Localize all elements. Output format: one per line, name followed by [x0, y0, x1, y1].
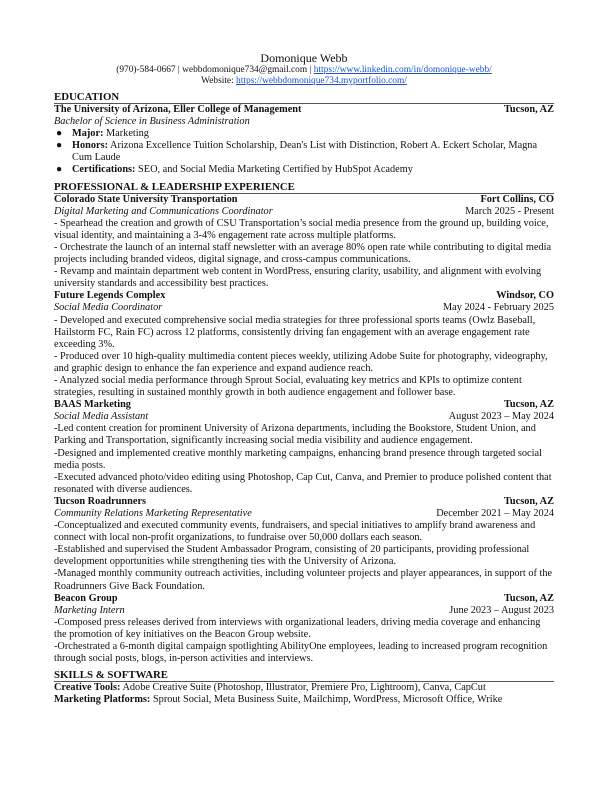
education-school-row: [54, 104, 554, 116]
job-bullet: -Conceptualized and executed community events, fundraisers, and special initiatives to amplify brand awareness and connect with local non-profit organizations, to fundraise over 50,000 dollars each season.: [54, 520, 536, 544]
job-bullet: - Produced over 10 high-quality multimedia content pieces weekly, utilizing Adobe Suite for photography, videography, and graphic design to enhance the fan experience and expand audience reach.: [54, 350, 548, 374]
job-bullet: - Spearhead the creation and growth of CSU Transportation’s social media presence from the ground up, building voice, visual identity, and maintaining a 3-4% engagement rate across multiple platforms.: [54, 217, 549, 241]
skills-heading: SKILLS & SOFTWARE: [54, 669, 554, 682]
job-title: Community Relations Marketing Representative: [54, 508, 252, 519]
list-item: ● Major: Marketing: [56, 128, 149, 140]
job-bullet: -Executed advanced photo/video editing using Photoshop, Cap Cut, Canva, and Premier to produce polished content that resonated with diverse audiences.: [54, 471, 552, 495]
job-bullet: -Composed press releases derived from interviews with organizational leaders, driving media coverage and enhancing the promotion of key initiatives on the Beacon Group website.: [54, 616, 541, 640]
job-entry-future-legends: [54, 290, 554, 399]
bullet-icon: ●: [56, 164, 63, 176]
job-bullet: -Designed and implemented creative monthly marketing campaigns, enhancing brand presence through targeted social media posts.: [54, 447, 542, 471]
job-org: Colorado State University Transportation: [54, 193, 238, 205]
school-location: Tucson, AZ: [504, 104, 554, 115]
job-bullet: - Orchestrate the launch of an internal staff newsletter with an average 80% open rate while contributing to digital media projects including branded videos, digital signage, and cross-campus communications.: [54, 241, 552, 266]
job-location: Tucson, AZ: [504, 592, 554, 604]
resume-page: [54, 51, 554, 706]
job-entry-csu: [54, 194, 554, 291]
job-bullet: - Analyzed social media performance through Sprout Social, evaluating key metrics and KPIs to optimize content strategies, resulting in sustained monthly growth in both audience engagement and follower base.: [54, 374, 522, 399]
job-location: Tucson, AZ: [504, 495, 554, 507]
website-line: [54, 76, 554, 87]
phone-email: (970)-584-0667 | webbdomonique734@gmail.com |: [116, 65, 314, 75]
job-bullet: - Developed and executed comprehensive social media strategies for three professional sports teams (Owlz Baseball, Hailstorm FC, Rain FC) across 12 platforms, consistently driving fan engagement with an average engagement rate exceeding 3%.: [54, 314, 536, 350]
job-location: Fort Collins, CO: [480, 193, 554, 205]
skills-block: [54, 682, 554, 706]
job-dates: August 2023 – May 2024: [448, 411, 554, 423]
experience-heading: PROFESSIONAL & LEADERSHIP EXPERIENCE: [54, 181, 554, 194]
job-dates: March 2025 - Present: [465, 205, 554, 217]
job-dates: December 2021 – May 2024: [436, 508, 554, 519]
job-bullet: -Established and supervised the Student Ambassador Program, consisting of 20 participants, providing professional development opportunities while strengthening ties with the University of Arizona.: [54, 544, 530, 568]
list-item: ● Honors: Arizona Excellence Tuition Scholarship, Dean's List with Distinction, Robert A. Eckert Scholar, Magna Cum Laude: [56, 140, 538, 164]
list-item: ● Certifications: SEO, and Social Media Marketing Certified by HubSpot Academy: [56, 164, 413, 176]
job-dates: June 2023 – August 2023: [449, 604, 554, 616]
contact-line: [54, 65, 554, 76]
job-bullet: - Revamp and maintain department web content in WordPress, ensuring clarity, usability, and alignment with evolving university standards and accessibility best practices.: [54, 266, 542, 290]
education-bullets: [54, 128, 554, 176]
job-bullet: -Orchestrated a 6-month digital campaign spotlighting AbilityOne employees, leading to increased program recognition through social posts, blogs, in-person activities and interviews.: [54, 641, 548, 665]
job-bullet: -Managed monthly community outreach activities, including volunteer projects and player appearances, in support of the Roadrunners Give Back Foundation.: [54, 568, 553, 592]
degree: Bachelor of Science in Business Administration: [54, 116, 250, 128]
job-entry-baas: [54, 399, 554, 496]
job-org: Tucson Roadrunners: [54, 495, 147, 507]
job-entry-beacon: [54, 593, 554, 666]
job-bullet: -Led content creation for prominent University of Arizona departments, including the Bookstore, Student Union, and Parking and Transportation, significantly increasing social media visibility and audience engagement.: [54, 423, 536, 447]
job-org: Future Legends Complex: [54, 290, 166, 302]
job-dates: May 2024 - February 2025: [443, 302, 554, 314]
job-title: Social Media Coordinator: [54, 302, 163, 314]
job-org: BAAS Marketing: [54, 399, 131, 411]
bullet-icon: ●: [56, 128, 63, 140]
job-title: Social Media Assistant: [54, 411, 149, 423]
job-org: Beacon Group: [54, 592, 118, 604]
linkedin-link[interactable]: https://www.linkedin.com/in/domonique-webb/: [313, 65, 492, 75]
candidate-name: Domonique Webb: [260, 51, 348, 65]
school-name: The University of Arizona, Eller College of Management: [54, 104, 302, 115]
website-link[interactable]: https://webbdomonique734.myportfolio.com/: [236, 76, 407, 86]
marketing-platforms-line: Marketing Platforms: Sprout Social, Meta Business Suite, Mailchimp, WordPress, Microsoft Office, Wrike: [54, 694, 503, 706]
job-title: Digital Marketing and Communications Coordinator: [54, 205, 273, 217]
job-location: Tucson, AZ: [504, 399, 554, 411]
job-title: Marketing Intern: [54, 604, 125, 616]
education-heading: EDUCATION: [54, 91, 554, 104]
website-label: Website:: [201, 76, 237, 86]
job-entry-roadrunners: [54, 496, 554, 593]
job-location: Windsor, CO: [496, 290, 554, 302]
creative-tools-line: Creative Tools: Adobe Creative Suite (Photoshop, Illustrator, Premiere Pro, Lightroom), Canva, CapCut: [54, 682, 486, 694]
bullet-icon: ●: [56, 140, 63, 152]
